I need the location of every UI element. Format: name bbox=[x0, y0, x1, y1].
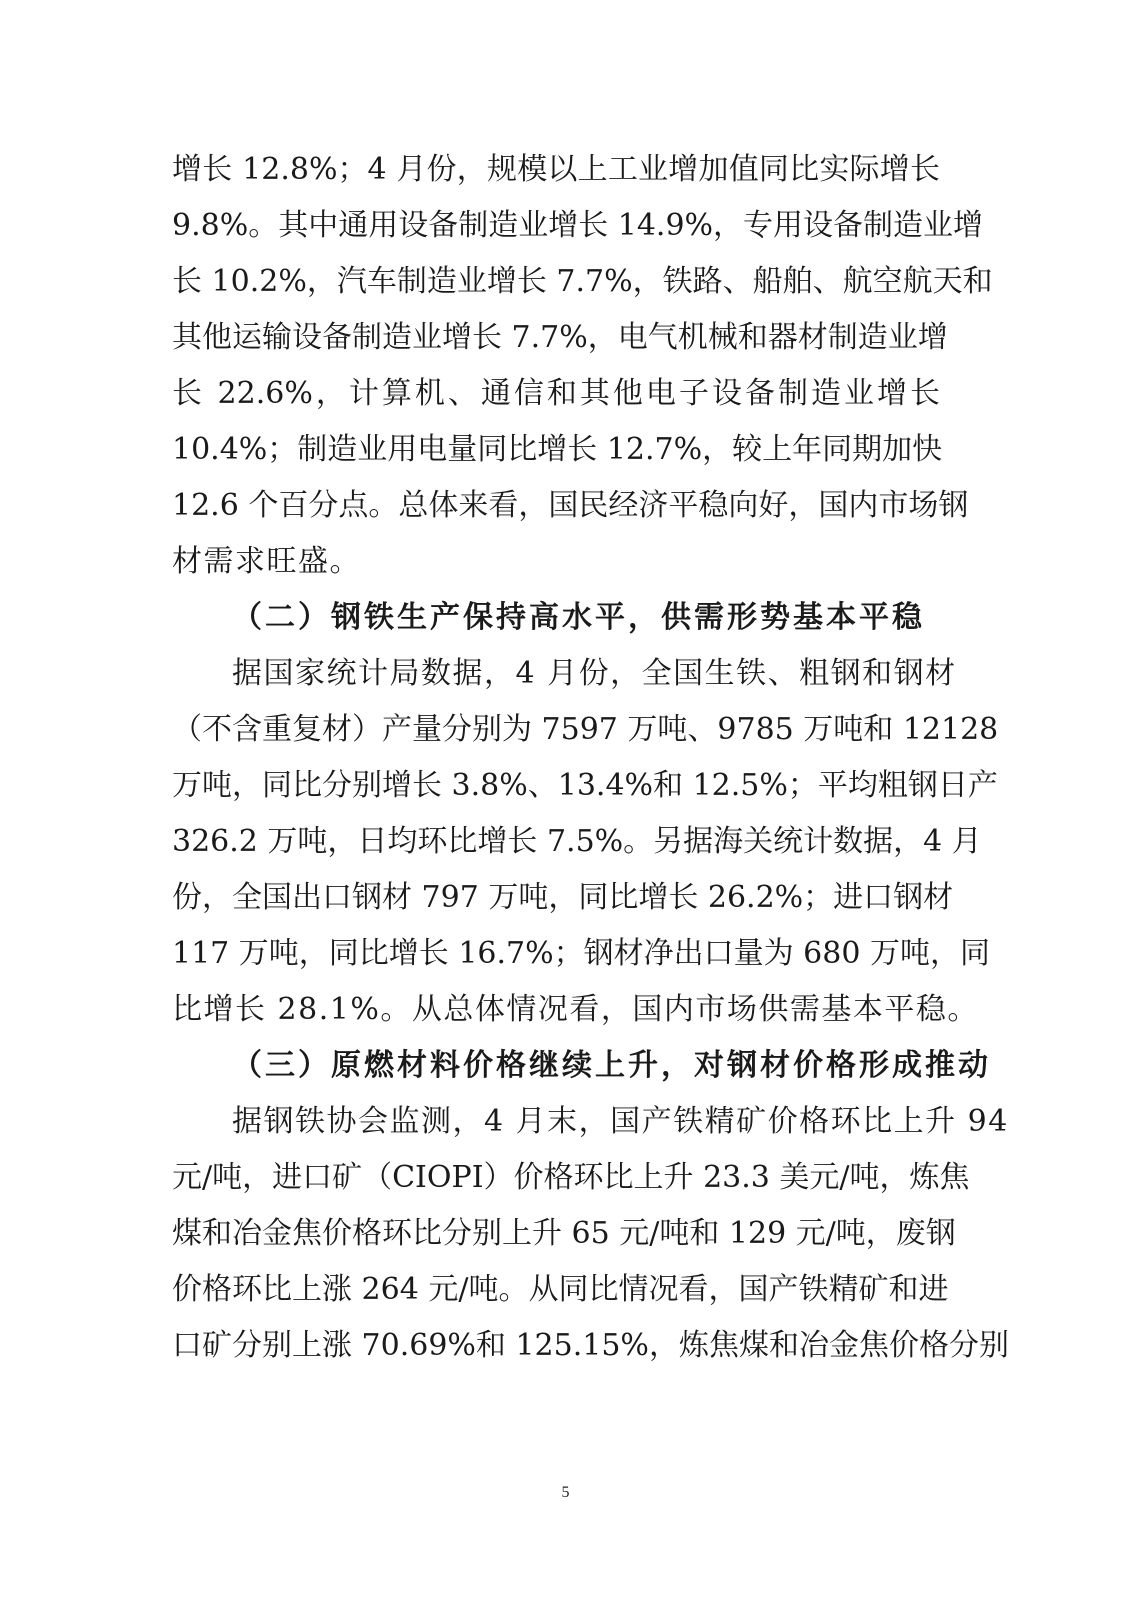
body-text-line: 117 万吨，同比增长 16.7%；钢材净出口量为 680 万吨，同 bbox=[172, 936, 990, 971]
paragraph-first-line: 据国家统计局数据，4 月份，全国生铁、粗钢和钢材 bbox=[232, 656, 957, 691]
body-text-line: 长 22.6%，计算机、通信和其他电子设备制造业增长 bbox=[172, 376, 940, 411]
body-text-line: 万吨，同比分别增长 3.8%、13.4%和 12.5%；平均粗钢日产 bbox=[172, 768, 998, 803]
body-text-line: （不含重复材）产量分别为 7597 万吨、9785 万吨和 12128 bbox=[172, 712, 999, 747]
page-number: 5 bbox=[561, 1484, 570, 1501]
body-text-line: 326.2 万吨，日均环比增长 7.5%。另据海关统计数据，4 月 bbox=[172, 824, 982, 859]
body-text-line: 比增长 28.1%。从总体情况看，国内市场供需基本平稳。 bbox=[172, 992, 979, 1027]
body-text-line: 10.4%；制造业用电量同比增长 12.7%，较上年同期加快 bbox=[172, 432, 943, 467]
body-text-line: 价格环比上涨 264 元/吨。从同比情况看，国产铁精矿和进 bbox=[172, 1272, 949, 1307]
body-text-line: 材需求旺盛。 bbox=[172, 544, 361, 579]
body-text-line: 其他运输设备制造业增长 7.7%，电气机械和器材制造业增 bbox=[172, 320, 948, 355]
section-heading-2: （二）钢铁生产保持高水平，供需形势基本平稳 bbox=[232, 600, 925, 635]
body-text-line: 长 10.2%，汽车制造业增长 7.7%，铁路、船舶、航空航天和 bbox=[172, 264, 993, 299]
body-text-line: 增长 12.8%；4 月份，规模以上工业增加值同比实际增长 bbox=[172, 152, 940, 187]
body-text-line: 份，全国出口钢材 797 万吨，同比增长 26.2%；进口钢材 bbox=[172, 880, 954, 915]
body-text-line: 9.8%。其中通用设备制造业增长 14.9%，专用设备制造业增 bbox=[172, 208, 984, 243]
body-text-line: 煤和冶金焦价格环比分别上升 65 元/吨和 129 元/吨，废钢 bbox=[172, 1216, 956, 1251]
paragraph-first-line: 据钢铁协会监测，4 月末，国产铁精矿价格环比上升 94 bbox=[232, 1104, 1009, 1139]
body-text-line: 口矿分别上涨 70.69%和 125.15%，炼焦煤和冶金焦价格分别 bbox=[172, 1328, 1009, 1363]
body-text-line: 元/吨，进口矿（CIOPI）价格环比上升 23.3 美元/吨，炼焦 bbox=[172, 1160, 970, 1195]
section-heading-3: （三）原燃材料价格继续上升，对钢材价格形成推动 bbox=[232, 1048, 991, 1083]
body-text-line: 12.6 个百分点。总体来看，国民经济平稳向好，国内市场钢 bbox=[172, 488, 969, 523]
